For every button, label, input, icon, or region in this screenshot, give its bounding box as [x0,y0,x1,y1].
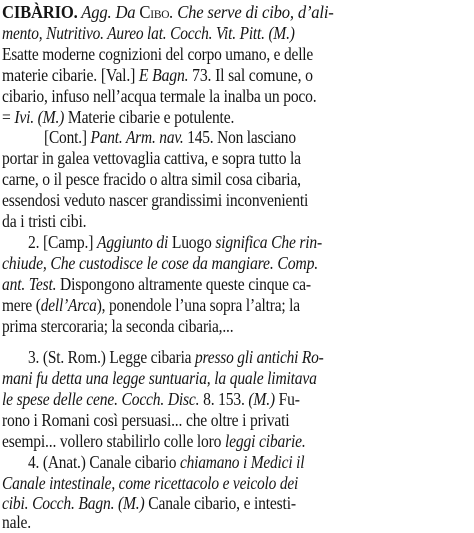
entry-line [28,231,322,253]
text-run: Legge [109,347,148,367]
entry-line [2,273,311,295]
text-run: . Che serve di cibo, d’ali- [169,2,334,22]
entry-line [2,106,234,128]
text-run: Cibo [139,2,170,22]
entry-line [2,409,289,431]
text-run: materie cibarie. [Val.] [2,65,139,85]
text-run: ), ponendole l’una sopra l’altra; la [96,295,300,315]
entry-line [2,147,301,169]
text-run: presso gli antichi Ro- [195,347,324,367]
text-run: (M.) [248,389,275,409]
entry-line [2,22,295,44]
text-run: Dispongono altramente queste cinque ca- [56,274,311,294]
text-run: Fu- [274,389,300,409]
text-run: Luogo [168,232,216,252]
entry-line [28,346,324,368]
text-run: [Cont.] [44,127,91,147]
text-run: chiude, Che custodisce le cose da mangiare. Comp. [2,253,319,273]
text-run: 145. Non lasciano [183,127,296,147]
text-run: Pant. Arm. nav. [90,127,184,147]
text-run: da i tristi cibi. [2,211,87,231]
text-run: cibi. Cocch. Bagn. (M.) [2,493,145,513]
entry-line [2,210,86,232]
text-run: ant. Test. [2,274,57,294]
entry-line [2,252,318,274]
entry-line [2,85,316,107]
entry-line [28,451,304,473]
entry-line [2,430,306,452]
text-run: Esatte moderne cognizioni del corpo umano, e delle [2,44,314,64]
text-run: Canale intestinale, come ricettacolo e veicolo dei [2,473,299,493]
text-run: mere ( [2,295,41,315]
entry-line [2,168,301,190]
text-run: essendosi veduto nascer grandissimi inconvenienti [2,190,309,210]
entry-line [2,189,308,211]
entry-line [2,315,233,337]
text-run: dell’Arca [40,295,97,315]
text-run: Canale cibario, e intesti- [144,493,296,513]
entry-line [2,492,296,514]
text-run: nale. [2,512,31,532]
text-run: cibario, infuso nell’acqua termale la inalba un poco. [2,86,317,106]
text-run: 8. 153. [199,389,249,409]
text-run: 73. Il sal comune, o [188,65,313,85]
text-run: Agg. Da [77,2,140,22]
text-run: Aggiunto di [96,232,169,252]
text-run: cibaria [147,347,196,367]
entry-line [2,64,313,86]
text-run: carne, o il pesce fracido o altra simil cosa cibaria, [2,169,301,189]
entry-line [2,1,334,23]
text-run: 2. [Camp.] [28,232,97,252]
text-run: leggi cibarie. [225,431,306,451]
text-run: mani fu detta una legge suntuaria, la quale limitava [2,368,317,388]
text-run: 4. (Anat.) Canale cibario [28,452,180,472]
text-run: mento, Nutritivo. Aureo lat. Cocch. Vit. Pitt. (M.) [2,23,295,43]
entry-line [44,126,296,148]
entry-line [2,43,313,65]
text-run: E Bagn. [138,65,189,85]
text-run: Ivi. (M.) [14,107,65,127]
text-run: = [2,107,15,127]
text-run: le spese delle cene. Cocch. Disc. [2,389,200,409]
entry-line [2,294,300,316]
text-run: 3. (St. Rom.) [28,347,110,367]
entry-line [2,367,317,389]
text-run: CIBÀRIO. [2,2,78,22]
text-run: chiamano i Medici il [179,452,305,472]
text-run: prima stercoraria; la seconda cibaria,... [2,316,234,336]
text-run: significa Che rin- [215,232,323,252]
entry-line [2,511,31,533]
entry-line [2,388,300,410]
text-run: portar in galea vettovaglia cattiva, e sopra tutto la [2,148,301,168]
text-run: esempi... vollero stabilirlo colle loro [2,431,226,451]
text-run: Materie cibarie e potulente. [64,107,235,127]
entry-line [2,472,298,494]
text-run: rono i Romani così persuasi... che oltre i privati [2,410,290,430]
